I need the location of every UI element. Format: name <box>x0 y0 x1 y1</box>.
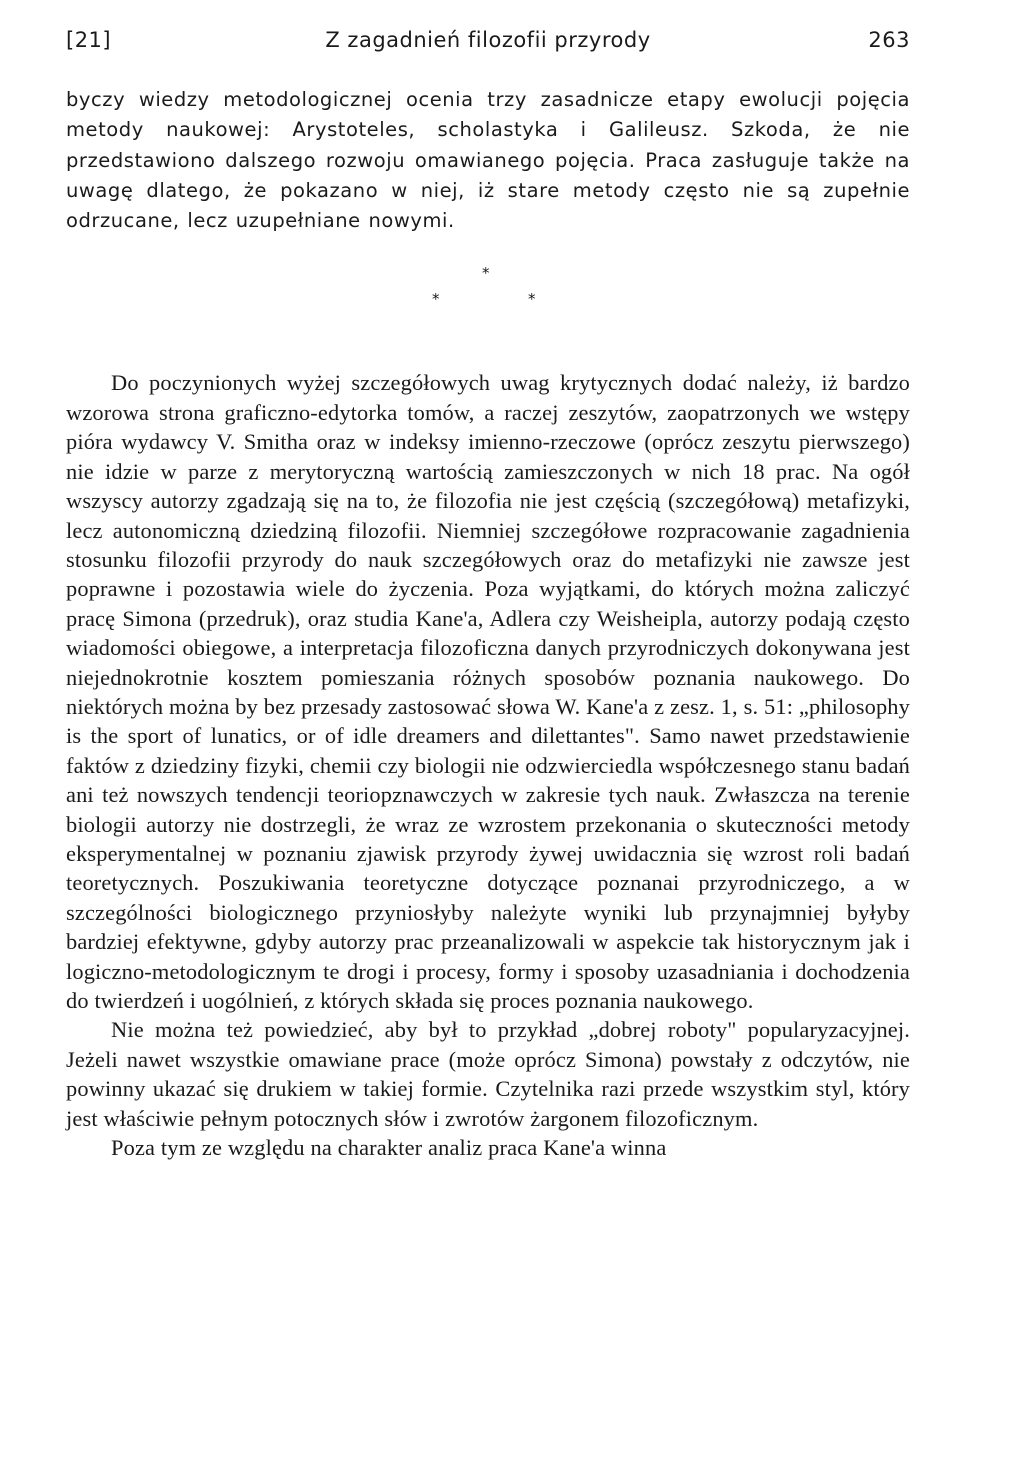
continued-paragraph: byczy wiedzy metodologicznej ocenia trzy zasadnicze etapy ewolucji pojęcia metody naukowej: Arystoteles, scholastyka i Galileusz. Szkoda, że nie przedstawiono dalszego rozwoju omawianego pojęcia. Praca zasługuje także na uwagę dlatego, że pokazano w niej, iż stare metody często nie są zupełnie odrzucane, lecz uzupełniane nowymi. <box>66 88 910 233</box>
review-section <box>66 368 910 1162</box>
section-separator <box>66 244 910 342</box>
asterisk-right: * <box>528 290 536 309</box>
body-paragraph-critique: Do poczynionych wyżej szczegółowych uwag krytycznych dodać należy, iż bardzo wzorowa strona graficzno-edytorka tomów, a raczej zeszytów, zaopatrzonych we wstępy pióra wydawcy V. Smitha oraz w indeksy imienno-rzeczowe (oprócz zeszytu pierwszego) nie idzie w parze z merytoryczną wartością zamieszczonych w nich 18 prac. Na ogół wszyscy autorzy zgadzają się na to, że filozofia nie jest częścią (szczegółową) metafizyki, lecz autonomiczną dziedziną filozofii. Niemniej szczegółowe rozpracowanie zagadnienia stosunku filozofii przyrody do nauk szczegółowych oraz do metafizyki nie zawsze jest poprawne i pozostawia wiele do życzenia. Poza wyjątkami, do których można zaliczyć pracę Simona (przedruk), oraz studia Kane'a, Adlera czy Weisheipla, autorzy podają często wiadomości obiegowe, a interpretacja filozoficzna danych przyrodniczych dokonywana jest niejednokrotnie kosztem pomieszania różnych sposobów poznania naukowego. Do niektórych można by bez przesady zastosować słowa W. Kane'a z zesz. 1, s. 51: „philosophy is the sport of lunatics, or of idle dreamers and dilettantes". Samo nawet przedstawienie faktów z dziedziny fizyki, chemii czy biologii nie odzwierciedla współczesnego stanu badań ani też nowszych tendencji teoriopznawczych w zakresie tych nauk. Zwłaszcza na terenie biologii autorzy nie dostrzegli, że wraz ze wzrostem przekonania o skuteczności metody eksperymentalnej w poznaniu zjawisk przyrody żywej uwidacznia się wzrost roli badań teoretycznych. Poszukiwania teoretyczne dotyczące poznanai przyrodniczego, a w szczególności biologicznego przyniosłyby należyte wyniki lub przynajmniej byłyby bardziej efektywne, gdyby autorzy prac przeanalizowali w aspekcie tak historycznym jak i logiczno-metodologicznym te drogi i procesy, formy i sposoby uzasadniania i dochodzenia do twierdzeń i uogólnień, z których składa się proces poznania naukowego. <box>66 370 910 1014</box>
running-head <box>66 28 910 64</box>
asterisk-top: * <box>482 264 490 283</box>
section-number: [21] <box>66 28 112 52</box>
body-paragraph-final: Poza tym ze względu na charakter analiz praca Kane'a winna <box>111 1135 667 1161</box>
body-paragraph-popularization: Nie można też powiedzieć, aby był to przykład „dobrej roboty" popularyzacyjnej. Jeżeli nawet wszystkie omawiane prace (może oprócz Simona) powstały z odczytów, nie powinny ukazać się drukiem w takiej formie. Czytelnika razi przede wszystkim styl, który jest właściwie pełnym potocznych słów i zwrotów żargonem filozoficznym. <box>66 1017 910 1131</box>
document-page <box>66 28 910 1162</box>
asterisk-left: * <box>432 290 440 309</box>
page-number: 263 <box>868 28 910 52</box>
running-title: Z zagadnień filozofii przyrody <box>325 28 651 52</box>
